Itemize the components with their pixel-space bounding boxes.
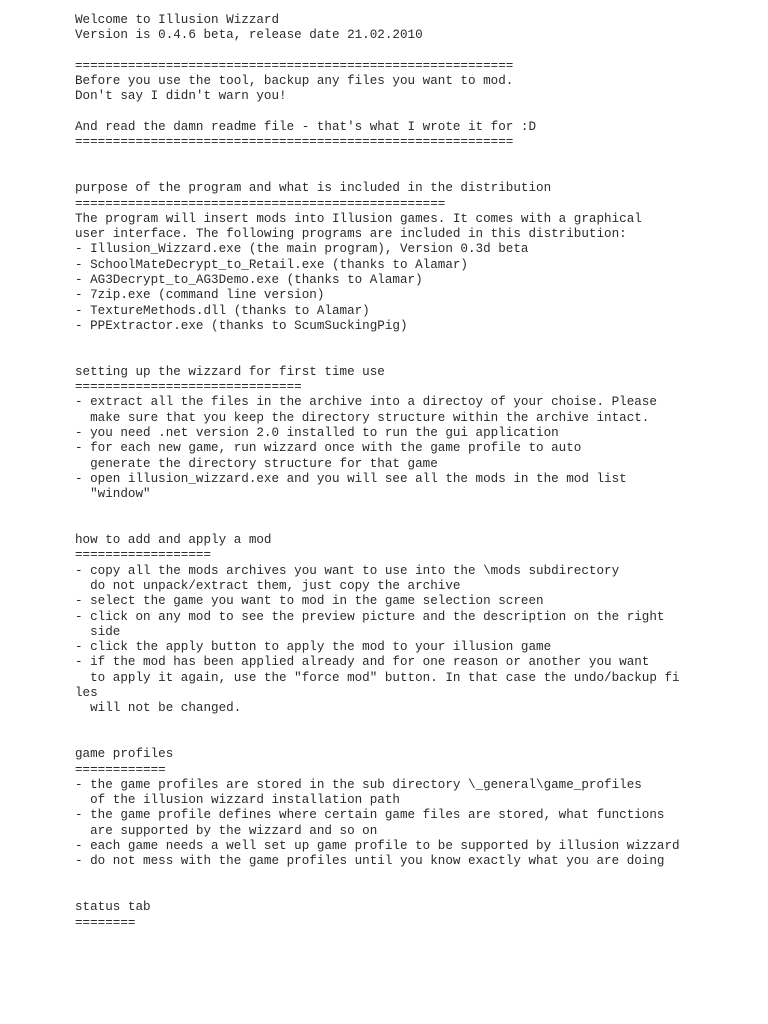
doc-line: - open illusion_wizzard.exe and you will see all the mods in the mod list (75, 471, 627, 486)
doc-line: side (75, 624, 121, 639)
doc-line: - Illusion_Wizzard.exe (the main program), Version 0.3d beta (75, 242, 529, 257)
doc-line (75, 105, 755, 120)
doc-line: - PPExtractor.exe (thanks to ScumSuckingPig) (75, 318, 408, 333)
doc-line: generate the directory structure for that game (75, 456, 438, 471)
doc-line: - click the apply button to apply the mod to your illusion game (75, 640, 552, 655)
doc-line: The program will insert mods into Illusion games. It comes with a graphical (75, 211, 642, 226)
doc-line: - extract all the files in the archive into a directoy of your choise. Please (75, 395, 657, 410)
section-heading-status-tab: status tab (75, 900, 151, 915)
doc-line: user interface. The following programs are included in this distribution: (75, 227, 627, 242)
doc-line (75, 334, 755, 349)
doc-line (75, 44, 755, 59)
doc-line: les (75, 686, 98, 701)
doc-line: - TextureMethods.dll (thanks to Alamar) (75, 303, 370, 318)
doc-line: - each game needs a well set up game profile to be supported by illusion wizzard (75, 839, 680, 854)
doc-line: - the game profiles are stored in the sub directory \_general\game_profiles (75, 777, 642, 792)
doc-line: "window" (75, 487, 151, 502)
section-heading-purpose: purpose of the program and what is included in the distribution (75, 181, 552, 196)
section-heading-setup: setting up the wizzard for first time use (75, 364, 385, 379)
doc-line: are supported by the wizzard and so on (75, 823, 378, 838)
doc-line: Don't say I didn't warn you! (75, 89, 287, 104)
doc-line: - AG3Decrypt_to_AG3Demo.exe (thanks to Alamar) (75, 273, 423, 288)
doc-line: - 7zip.exe (command line version) (75, 288, 325, 303)
doc-line: ========================================================== (75, 58, 514, 73)
doc-line (75, 732, 755, 747)
doc-line: ========================================================== (75, 135, 514, 150)
doc-line: - for each new game, run wizzard once with the game profile to auto (75, 441, 582, 456)
doc-line (75, 518, 755, 533)
doc-line (75, 885, 755, 900)
doc-line: - do not mess with the game profiles until you know exactly what you are doing (75, 854, 665, 869)
doc-line: - click on any mod to see the preview picture and the description on the right (75, 609, 665, 624)
doc-line (75, 151, 755, 166)
doc-line: ============================== (75, 380, 302, 395)
doc-line: - the game profile defines where certain game files are stored, what functions (75, 808, 665, 823)
doc-line: Welcome to Illusion Wizzard (75, 13, 280, 27)
doc-line: - copy all the mods archives you want to use into the \mods subdirectory (75, 563, 620, 578)
doc-line: ================================================= (75, 196, 446, 211)
doc-line: ================== (75, 548, 212, 563)
doc-line: - you need .net version 2.0 installed to run the gui application (75, 426, 559, 441)
doc-line: And read the damn readme file - that's what I wrote it for :D (75, 120, 537, 135)
doc-line (75, 503, 755, 518)
readme-document (75, 13, 755, 931)
doc-line (75, 166, 755, 181)
section-heading-game-profiles: game profiles (75, 747, 174, 762)
doc-line: - SchoolMateDecrypt_to_Retail.exe (thanks to Alamar) (75, 257, 468, 272)
doc-line: make sure that you keep the directory structure within the archive intact. (75, 410, 650, 425)
doc-line: Version is 0.4.6 beta, release date 21.02.2010 (75, 28, 423, 43)
doc-line (75, 870, 755, 885)
doc-line: - if the mod has been applied already and for one reason or another you want (75, 655, 650, 670)
doc-line: of the illusion wizzard installation path (75, 793, 400, 808)
doc-line: ======== (75, 915, 136, 930)
section-heading-apply-mod: how to add and apply a mod (75, 533, 272, 548)
doc-line: to apply it again, use the "force mod" button. In that case the undo/backup fi (75, 670, 680, 685)
doc-line (75, 717, 755, 732)
doc-line: will not be changed. (75, 701, 242, 716)
doc-line: - select the game you want to mod in the game selection screen (75, 594, 544, 609)
doc-line: Before you use the tool, backup any files you want to mod. (75, 74, 514, 89)
doc-line (75, 350, 755, 365)
doc-line: do not unpack/extract them, just copy the archive (75, 578, 461, 593)
doc-line: ============ (75, 762, 166, 777)
